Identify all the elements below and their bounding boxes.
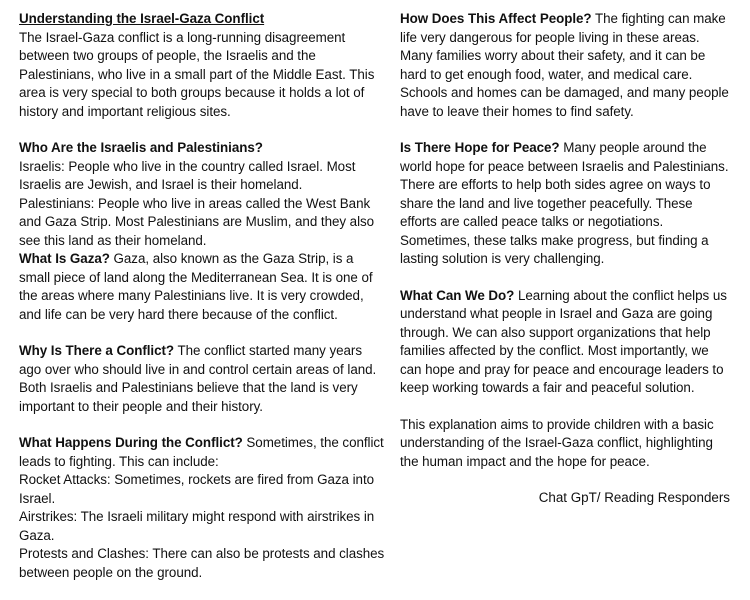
page-title: Understanding the Israel-Gaza Conflict: [19, 11, 265, 26]
hope-section: [400, 139, 730, 269]
why-section: [19, 342, 385, 416]
gaza-heading: What Is Gaza?: [19, 251, 110, 266]
affect-text: The fighting can make life very dangerous for people living in these areas. Many families worry about their safety, and it can be hard to get enough food, water, and medical care. Schools and homes can be damaged, and many people have to leave their homes to find safety.: [400, 11, 729, 119]
happens-text: Sometimes, the conflict leads to fighting. This can include:: [19, 435, 384, 469]
right-column: [400, 10, 730, 507]
who-section: [19, 139, 385, 324]
happens-heading: What Happens During the Conflict?: [19, 435, 243, 450]
happens-section: [19, 434, 385, 582]
credit-line: Chat GpT/ Reading Responders: [538, 490, 730, 505]
hope-text: Many people around the world hope for peace between Israelis and Palestinians. There are efforts to help both sides agree on ways to share the land and live together peacefully. These efforts are called peace talks or negotiations. Sometimes, these talks make progress, but finding a lasting solution is very challenging.: [400, 140, 729, 266]
airstrikes-item: Airstrikes: The Israeli military might respond with airstrikes in Gaza.: [19, 509, 375, 543]
israelis-definition: Israelis: People who live in the country called Israel. Most Israelis are Jewish, and Israel is their homeland.: [19, 158, 356, 192]
do-heading: What Can We Do?: [400, 287, 515, 303]
why-heading: Why Is There a Conflict?: [19, 343, 175, 358]
why-text: The conflict started many years ago over who should live in and control certain areas of land. Both Israelis and Palestinians believe that the land is very important to their people and their history.: [19, 343, 377, 414]
who-heading: Who Are the Israelis and Palestinians?: [19, 140, 263, 155]
gaza-text: Gaza, also known as the Gaza Strip, is a small piece of land along the Mediterranean Sea. It is one of the areas where many Palestinians live. It is very crowded, and life can be very hard there because of the conflict.: [19, 251, 373, 322]
do-section: [400, 287, 730, 398]
hope-heading: Is There Hope for Peace?: [400, 140, 560, 155]
left-column: [19, 10, 385, 600]
rocket-attacks-item: Rocket Attacks: Sometimes, rockets are fired from Gaza into Israel.: [19, 472, 375, 506]
affect-heading: How Does This Affect People?: [400, 11, 592, 26]
protests-item: Protests and Clashes: There can also be protests and clashes between people on the ground.: [19, 546, 385, 580]
intro-section: [19, 10, 385, 121]
do-text: Learning about the conflict helps us understand what people in Israel and Gaza are going through. We can also support organizations that help families affected by the conflict. Most importantly, we can hope and pray for peace and encourage leaders to keep working towards a fair and peaceful solution.: [400, 287, 727, 395]
palestinians-definition: Palestinians: People who live in areas called the West Bank and Gaza Strip. Most Palestinians are Muslim, and they also see this land as their homeland.: [19, 195, 375, 248]
affect-section: [400, 10, 730, 121]
closing-text: This explanation aims to provide children with a basic understanding of the Israel-Gaza conflict, highlighting the human impact and the hope for peace.: [400, 416, 714, 469]
intro-text: The Israel-Gaza conflict is a long-running disagreement between two groups of people, the Israelis and the Palestinians, who live in a small part of the Middle East. This area is very special to both groups because it holds a lot of history and important religious sites.: [19, 29, 375, 119]
